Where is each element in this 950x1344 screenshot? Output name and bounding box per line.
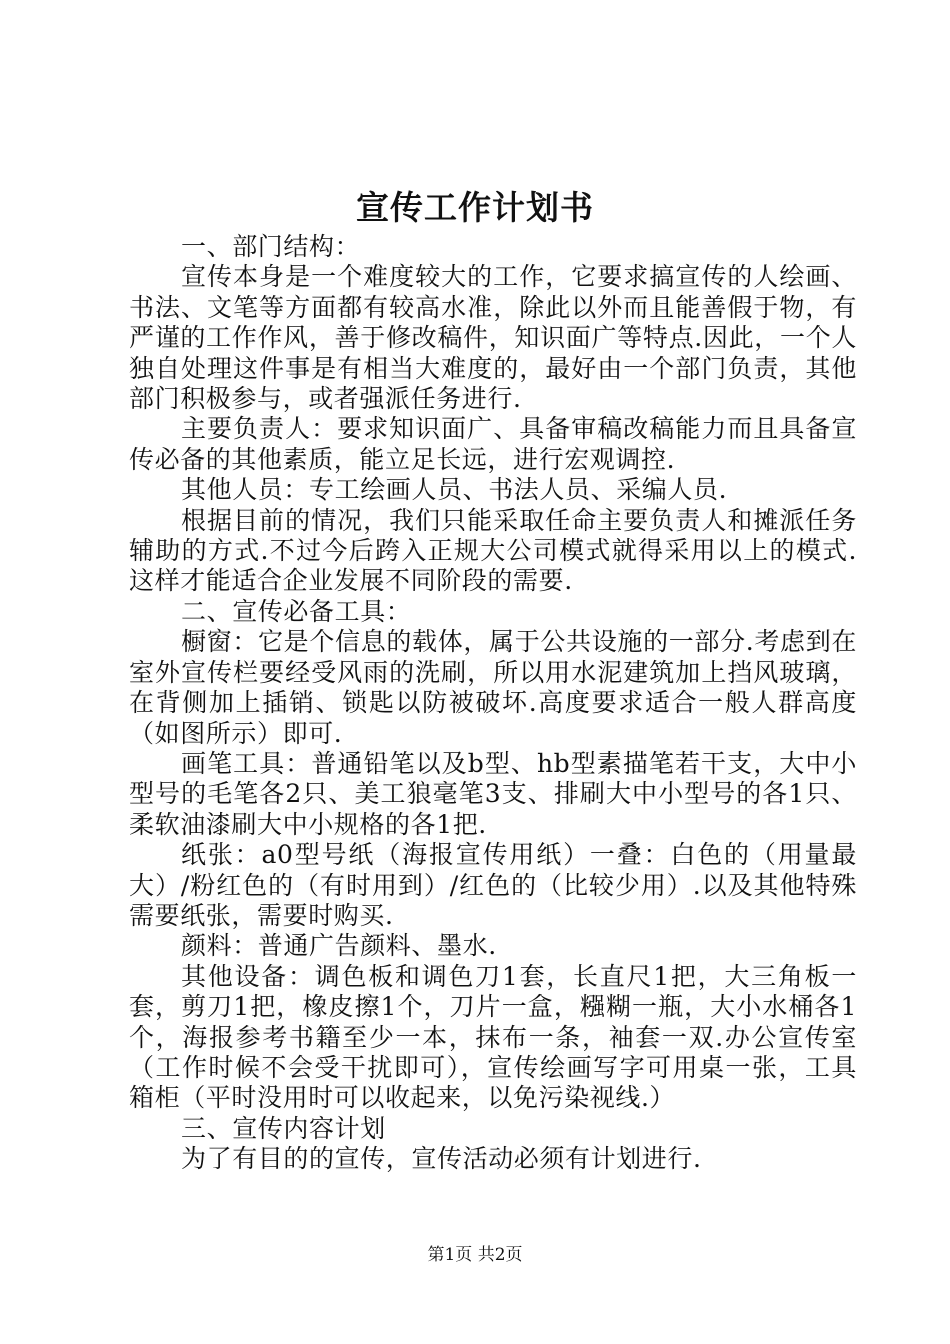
body-paragraph: 颜料：普通广告颜料、墨水. (181, 931, 497, 961)
section-heading-content-plan: 三、宣传内容计划 (181, 1113, 386, 1143)
body-paragraph: 其他人员：专工绘画人员、书法人员、采编人员. (181, 475, 728, 505)
section-heading-tools: 二、宣传必备工具： (181, 596, 412, 626)
body-paragraph: 为了有目的的宣传，宣传活动必须有计划进行. (181, 1144, 702, 1174)
document-title: 宣传工作计划书 (356, 188, 594, 227)
page-number-footer: 第1页 共2页 (427, 1245, 523, 1265)
body-paragraph: 主要负责人：要求知识面广、具备审稿改稿能力而且具备宣传必备的其他素质，能立足长远，进行宏观调控. (129, 414, 857, 474)
body-paragraph: 画笔工具：普通铅笔以及b型、hb型素描笔若干支，大中小型号的毛笔各2只、美工狼毫笔3支、排刷大中小型号的各1只、柔软油漆刷大中小规格的各1把. (129, 748, 857, 839)
document-body (129, 232, 857, 1175)
body-paragraph: 其他设备：调色板和调色刀1套，长直尺1把，大三角板一套，剪刀1把，橡皮擦1个，刀片一盒，糨糊一瓶，大小水桶各1个，海报参考书籍至少一本，抹布一条，袖套一双.办公宣传室（工作时候不会受干扰即可），宣传绘画写字可用桌一张，工具箱柜（平时没用时可以收起来，以免污染视线.） (129, 961, 857, 1113)
section-heading-structure: 一、部门结构： (181, 232, 361, 261)
body-paragraph: 橱窗：它是个信息的载体，属于公共设施的一部分.考虑到在室外宣传栏要经受风雨的洗刷，所以用水泥建筑加上挡风玻璃，在背侧加上插销、锁匙以防被破坏.高度要求适合一般人群高度（如图所示）即可. (129, 627, 857, 748)
body-paragraph: 根据目前的情况，我们只能采取任命主要负责人和摊派任务辅助的方式.不过今后跨入正规大公司模式就得采用以上的模式.这样才能适合企业发展不同阶段的需要. (129, 505, 857, 596)
body-paragraph: 纸张：a0型号纸（海报宣传用纸）一叠：白色的（用量最大）/粉红色的（有时用到）/红色的（比较少用）.以及其他特殊需要纸张，需要时购买. (129, 840, 857, 930)
body-paragraph: 宣传本身是一个难度较大的工作，它要求搞宣传的人绘画、书法、文笔等方面都有较高水准，除此以外而且能善假于物，有严谨的工作作风，善于修改稿件，知识面广等特点.因此，一个人独自处理这件事是有相当大难度的，最好由一个部门负责，其他部门积极参与，或者强派任务进行. (129, 262, 857, 414)
